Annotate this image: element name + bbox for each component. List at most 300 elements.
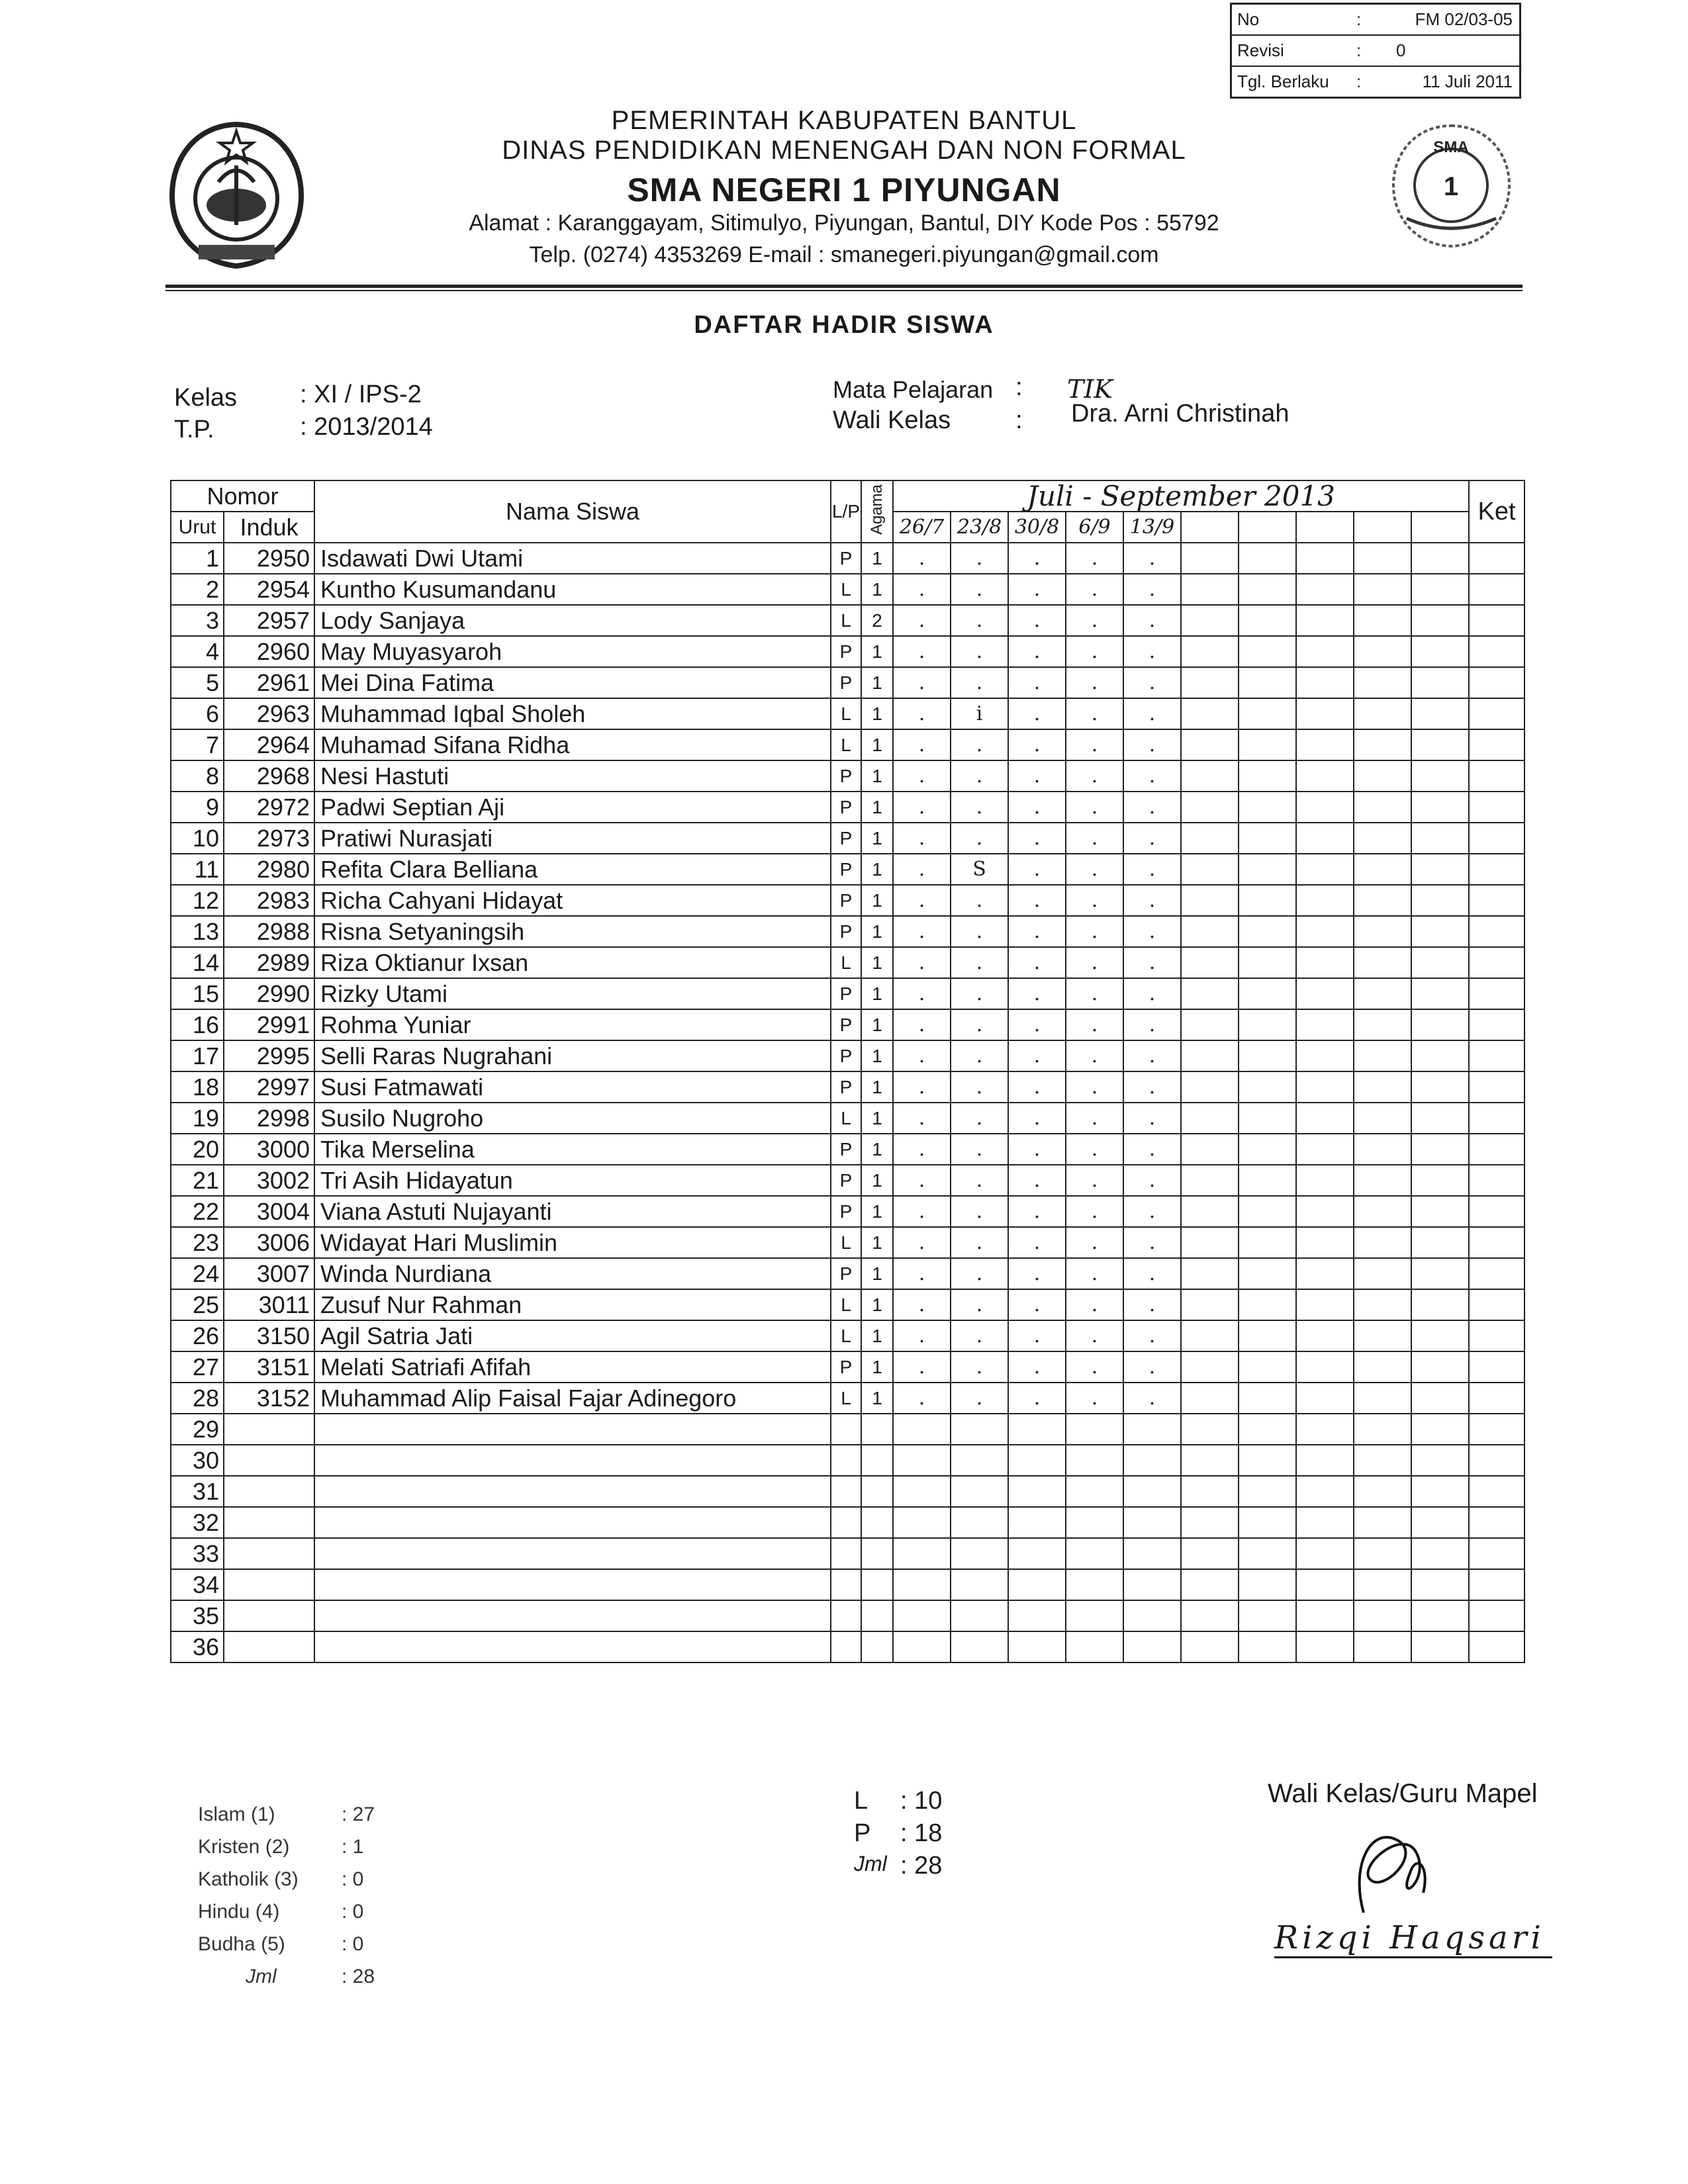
student-induk: 2954 [224, 574, 314, 605]
attendance-cell [1411, 1569, 1469, 1600]
attendance-cell: . [1066, 729, 1123, 760]
attendance-cell [1066, 1445, 1123, 1476]
student-name: Risna Setyaningsih [314, 916, 831, 947]
header-urut: Urut [171, 512, 224, 543]
student-gender [831, 1414, 861, 1445]
remark-cell [1469, 574, 1524, 605]
row-number: 2 [171, 574, 224, 605]
attendance-cell [1354, 1569, 1411, 1600]
remark-cell [1469, 854, 1524, 885]
svg-text:1: 1 [1443, 172, 1459, 201]
student-induk [224, 1600, 314, 1631]
row-number: 5 [171, 667, 224, 698]
religion-label: Hindu (4) [198, 1901, 280, 1923]
attendance-cell: . [1123, 1134, 1181, 1165]
religion-summary-row [198, 1901, 375, 1933]
remark-cell [1469, 1351, 1524, 1383]
student-induk: 2961 [224, 667, 314, 698]
attendance-cell [1296, 1009, 1354, 1040]
attendance-cell: . [1066, 854, 1123, 885]
gender-count: : 28 [900, 1852, 943, 1880]
student-induk: 3152 [224, 1383, 314, 1414]
row-number: 13 [171, 916, 224, 947]
attendance-cell: . [1123, 1196, 1181, 1227]
attendance-cell: . [1066, 1289, 1123, 1320]
attendance-cell [1239, 1134, 1296, 1165]
attendance-cell: . [1123, 1351, 1181, 1383]
attendance-cell [1296, 1538, 1354, 1569]
letterhead-contact: Telp. (0274) 4353269 E-mail : smanegeri.piyungan@gmail.com [529, 242, 1159, 267]
attendance-cell [1296, 1445, 1354, 1476]
student-row [171, 636, 1524, 667]
attendance-cell [1239, 1071, 1296, 1103]
attendance-cell [1239, 1538, 1296, 1569]
attendance-cell [1411, 1258, 1469, 1289]
attendance-cell [1296, 1165, 1354, 1196]
header-date-6 [1181, 512, 1239, 543]
attendance-cell [1181, 1445, 1239, 1476]
student-name [314, 1569, 831, 1600]
student-religion: 1 [861, 1227, 893, 1258]
attendance-cell [1296, 729, 1354, 760]
attendance-cell [893, 1414, 951, 1445]
attendance-cell [1411, 1134, 1469, 1165]
attendance-cell: . [951, 605, 1008, 636]
student-induk: 2989 [224, 947, 314, 978]
attendance-cell [1354, 1476, 1411, 1507]
header-nama: Nama Siswa [314, 480, 831, 543]
religion-summary [198, 1803, 375, 1998]
student-religion [861, 1445, 893, 1476]
attendance-cell: . [1123, 698, 1181, 729]
attendance-cell: . [893, 543, 951, 574]
remark-cell [1469, 1383, 1524, 1414]
gender-summary [854, 1787, 942, 1884]
row-number: 28 [171, 1383, 224, 1414]
row-number: 21 [171, 1165, 224, 1196]
student-name: Rizky Utami [314, 978, 831, 1009]
row-number: 9 [171, 792, 224, 823]
attendance-cell [1296, 1600, 1354, 1631]
tp-value: : 2013/2014 [300, 413, 433, 441]
attendance-cell [1239, 947, 1296, 978]
attendance-cell [1411, 1445, 1469, 1476]
remark-cell [1469, 823, 1524, 854]
attendance-cell: . [893, 947, 951, 978]
attendance-cell [1239, 1320, 1296, 1351]
attendance-cell [1181, 1134, 1239, 1165]
attendance-cell [1239, 1445, 1296, 1476]
attendance-cell [951, 1600, 1008, 1631]
student-name: Melati Satriafi Afifah [314, 1351, 831, 1383]
student-name [314, 1600, 831, 1631]
attendance-cell [951, 1414, 1008, 1445]
attendance-cell: . [951, 1227, 1008, 1258]
student-gender [831, 1600, 861, 1631]
student-row [171, 885, 1524, 916]
attendance-cell [1296, 698, 1354, 729]
attendance-cell: . [1066, 1258, 1123, 1289]
remark-cell [1469, 1600, 1524, 1631]
attendance-cell: . [893, 1383, 951, 1414]
attendance-cell: . [951, 947, 1008, 978]
student-gender [831, 1631, 861, 1662]
row-number: 14 [171, 947, 224, 978]
attendance-cell [1411, 854, 1469, 885]
student-gender: L [831, 605, 861, 636]
attendance-cell [1181, 854, 1239, 885]
attendance-cell [1181, 667, 1239, 698]
student-name: Rohma Yuniar [314, 1009, 831, 1040]
remark-cell [1469, 1320, 1524, 1351]
attendance-cell: . [1008, 1289, 1066, 1320]
attendance-cell [1181, 1476, 1239, 1507]
student-row [171, 916, 1524, 947]
student-induk [224, 1414, 314, 1445]
student-gender: P [831, 760, 861, 792]
attendance-cell [1123, 1414, 1181, 1445]
attendance-cell [1239, 916, 1296, 947]
gender-summary-row [854, 1852, 942, 1884]
attendance-cell [1296, 667, 1354, 698]
mapel-label: Mata Pelajaran [833, 376, 994, 403]
student-name: Viana Astuti Nujayanti [314, 1196, 831, 1227]
remark-cell [1469, 1569, 1524, 1600]
attendance-cell: . [1066, 823, 1123, 854]
religion-summary-row [198, 1836, 375, 1868]
attendance-cell [1354, 823, 1411, 854]
attendance-cell [1066, 1600, 1123, 1631]
remark-cell [1469, 605, 1524, 636]
religion-summary-row [198, 1868, 375, 1901]
attendance-cell [1123, 1631, 1181, 1662]
attendance-cell: . [951, 823, 1008, 854]
attendance-cell [1411, 1476, 1469, 1507]
svg-text:SMA: SMA [1433, 138, 1469, 156]
attendance-cell [1181, 1009, 1239, 1040]
attendance-cell [1296, 1040, 1354, 1071]
attendance-cell: . [893, 1258, 951, 1289]
row-number: 19 [171, 1103, 224, 1134]
attendance-cell: . [951, 1009, 1008, 1040]
student-religion: 1 [861, 636, 893, 667]
student-religion: 1 [861, 1040, 893, 1071]
attendance-cell: . [1066, 1196, 1123, 1227]
student-induk: 2991 [224, 1009, 314, 1040]
student-religion: 1 [861, 978, 893, 1009]
student-induk: 2990 [224, 978, 314, 1009]
student-religion: 1 [861, 1289, 893, 1320]
attendance-cell: . [1066, 605, 1123, 636]
student-gender: L [831, 698, 861, 729]
student-row [171, 1383, 1524, 1414]
student-row [171, 1103, 1524, 1134]
attendance-cell [1239, 574, 1296, 605]
attendance-cell [1181, 1320, 1239, 1351]
student-induk: 3011 [224, 1289, 314, 1320]
student-induk: 3007 [224, 1258, 314, 1289]
remark-cell [1469, 1009, 1524, 1040]
attendance-cell [1411, 947, 1469, 978]
student-religion: 1 [861, 854, 893, 885]
student-induk: 3151 [224, 1351, 314, 1383]
attendance-cell [1296, 1414, 1354, 1445]
attendance-cell: . [1008, 1134, 1066, 1165]
remark-cell [1469, 978, 1524, 1009]
attendance-cell: . [1008, 1009, 1066, 1040]
student-induk: 3006 [224, 1227, 314, 1258]
student-induk: 3002 [224, 1165, 314, 1196]
attendance-cell: . [1066, 574, 1123, 605]
attendance-cell [893, 1476, 951, 1507]
attendance-cell: . [1123, 1165, 1181, 1196]
attendance-cell [1354, 1538, 1411, 1569]
attendance-cell: . [1008, 1351, 1066, 1383]
attendance-cell [1354, 1414, 1411, 1445]
row-number: 24 [171, 1258, 224, 1289]
student-row [171, 605, 1524, 636]
attendance-table [170, 480, 1525, 1663]
row-number: 1 [171, 543, 224, 574]
wali-colon: : [1015, 406, 1023, 434]
student-name: Riza Oktianur Ixsan [314, 947, 831, 978]
student-row [171, 854, 1524, 885]
attendance-cell: . [1066, 1103, 1123, 1134]
attendance-cell: . [1008, 1258, 1066, 1289]
attendance-cell [893, 1445, 951, 1476]
attendance-cell: . [893, 978, 951, 1009]
attendance-cell: . [1008, 792, 1066, 823]
attendance-cell: . [893, 605, 951, 636]
attendance-cell: S [951, 854, 1008, 885]
student-gender: L [831, 1103, 861, 1134]
attendance-cell [1411, 1414, 1469, 1445]
attendance-cell [893, 1631, 951, 1662]
attendance-cell [1354, 978, 1411, 1009]
student-name: Kuntho Kusumandanu [314, 574, 831, 605]
attendance-cell: . [1123, 1383, 1181, 1414]
student-induk: 2950 [224, 543, 314, 574]
attendance-cell [951, 1569, 1008, 1600]
student-name: Agil Satria Jati [314, 1320, 831, 1351]
attendance-cell [1066, 1507, 1123, 1538]
attendance-cell [1411, 760, 1469, 792]
student-induk [224, 1476, 314, 1507]
header-date-5: 13/9 [1123, 512, 1181, 543]
attendance-cell [1239, 1227, 1296, 1258]
attendance-cell [1354, 1600, 1411, 1631]
mapel-colon: : [1015, 373, 1023, 401]
attendance-cell [1181, 1383, 1239, 1414]
row-number: 7 [171, 729, 224, 760]
kelas-value: : XI / IPS-2 [300, 381, 422, 408]
attendance-cell: . [893, 636, 951, 667]
gender-label: L [854, 1787, 868, 1815]
religion-summary-row [198, 1933, 375, 1966]
attendance-cell: i [951, 698, 1008, 729]
form-row-revisi: Revisi : 0 [1232, 36, 1519, 67]
student-name: Mei Dina Fatima [314, 667, 831, 698]
attendance-cell [1296, 1227, 1354, 1258]
remark-cell [1469, 1040, 1524, 1071]
attendance-cell: . [951, 1383, 1008, 1414]
gender-label: P [854, 1819, 871, 1847]
student-name: Isdawati Dwi Utami [314, 543, 831, 574]
attendance-cell: . [951, 1040, 1008, 1071]
student-gender: L [831, 729, 861, 760]
attendance-cell [1411, 1071, 1469, 1103]
student-religion: 1 [861, 1134, 893, 1165]
wali-value: Dra. Arni Christinah [1071, 400, 1289, 428]
letterhead-department: DINAS PENDIDIKAN MENENGAH DAN NON FORMAL [502, 136, 1186, 165]
row-number: 27 [171, 1351, 224, 1383]
attendance-cell: . [1008, 854, 1066, 885]
remark-cell [1469, 885, 1524, 916]
student-row [171, 1196, 1524, 1227]
remark-cell [1469, 729, 1524, 760]
attendance-cell [1239, 792, 1296, 823]
attendance-cell: . [1123, 1009, 1181, 1040]
attendance-cell [1354, 1227, 1411, 1258]
student-religion: 2 [861, 605, 893, 636]
attendance-cell [1296, 1134, 1354, 1165]
student-induk: 3000 [224, 1134, 314, 1165]
student-gender: P [831, 667, 861, 698]
attendance-cell: . [893, 792, 951, 823]
header-date-3: 30/8 [1008, 512, 1066, 543]
attendance-cell: . [951, 978, 1008, 1009]
attendance-cell [1354, 729, 1411, 760]
student-religion [861, 1600, 893, 1631]
attendance-cell [1354, 760, 1411, 792]
attendance-cell [1181, 1631, 1239, 1662]
student-gender [831, 1569, 861, 1600]
attendance-cell: . [1066, 1165, 1123, 1196]
empty-row [171, 1600, 1524, 1631]
student-gender: P [831, 885, 861, 916]
student-induk: 2997 [224, 1071, 314, 1103]
attendance-cell [1411, 885, 1469, 916]
header-induk: Induk [224, 512, 314, 543]
student-gender: P [831, 916, 861, 947]
attendance-cell: . [893, 1196, 951, 1227]
attendance-cell [1181, 1289, 1239, 1320]
attendance-cell: . [1123, 1227, 1181, 1258]
attendance-cell [1181, 792, 1239, 823]
student-name: Winda Nurdiana [314, 1258, 831, 1289]
attendance-cell: . [951, 667, 1008, 698]
student-induk: 3150 [224, 1320, 314, 1351]
attendance-cell [1181, 1227, 1239, 1258]
attendance-cell: . [1123, 823, 1181, 854]
attendance-cell [1296, 1476, 1354, 1507]
student-row [171, 1258, 1524, 1289]
attendance-cell: . [1066, 792, 1123, 823]
attendance-cell: . [1066, 760, 1123, 792]
row-number: 17 [171, 1040, 224, 1071]
attendance-cell [1296, 574, 1354, 605]
attendance-cell [951, 1631, 1008, 1662]
attendance-cell [1411, 543, 1469, 574]
student-gender: L [831, 1383, 861, 1414]
attendance-cell: . [951, 916, 1008, 947]
attendance-cell: . [1066, 885, 1123, 916]
attendance-cell [1239, 543, 1296, 574]
student-gender: P [831, 543, 861, 574]
attendance-cell: . [893, 1009, 951, 1040]
remark-cell [1469, 947, 1524, 978]
student-name [314, 1445, 831, 1476]
student-religion: 1 [861, 1103, 893, 1134]
header-lp: L/P [831, 480, 861, 543]
gender-label: Jml [854, 1852, 887, 1876]
attendance-cell [1296, 636, 1354, 667]
row-number: 3 [171, 605, 224, 636]
attendance-cell [1239, 1351, 1296, 1383]
attendance-cell [1239, 885, 1296, 916]
student-religion: 1 [861, 667, 893, 698]
attendance-cell [1411, 1103, 1469, 1134]
row-number: 18 [171, 1071, 224, 1103]
row-number: 33 [171, 1538, 224, 1569]
student-row [171, 574, 1524, 605]
attendance-cell [1181, 729, 1239, 760]
student-name: Refita Clara Belliana [314, 854, 831, 885]
attendance-cell [1296, 823, 1354, 854]
attendance-cell: . [1008, 885, 1066, 916]
attendance-cell [1239, 1414, 1296, 1445]
attendance-cell [1296, 1383, 1354, 1414]
remark-cell [1469, 1414, 1524, 1445]
attendance-cell [1354, 1351, 1411, 1383]
attendance-cell: . [951, 1134, 1008, 1165]
student-row [171, 947, 1524, 978]
attendance-cell [1296, 760, 1354, 792]
attendance-cell [893, 1507, 951, 1538]
student-induk: 3004 [224, 1196, 314, 1227]
attendance-cell: . [951, 636, 1008, 667]
attendance-cell: . [1123, 605, 1181, 636]
religion-label: Budha (5) [198, 1933, 285, 1955]
attendance-cell: . [1123, 574, 1181, 605]
attendance-cell [1239, 667, 1296, 698]
student-religion: 1 [861, 1383, 893, 1414]
row-number: 15 [171, 978, 224, 1009]
religion-count: : 27 [342, 1803, 375, 1825]
student-gender: P [831, 1009, 861, 1040]
attendance-cell [1123, 1569, 1181, 1600]
student-name: Muhammad Iqbal Sholeh [314, 698, 831, 729]
attendance-cell [1411, 916, 1469, 947]
letterhead-divider-thin [165, 290, 1523, 291]
attendance-cell [1354, 667, 1411, 698]
student-religion [861, 1476, 893, 1507]
attendance-cell: . [951, 1071, 1008, 1103]
student-row [171, 1289, 1524, 1320]
student-row [171, 667, 1524, 698]
attendance-cell: . [893, 760, 951, 792]
attendance-cell [1411, 1196, 1469, 1227]
row-number: 29 [171, 1414, 224, 1445]
student-religion [861, 1569, 893, 1600]
attendance-cell [1354, 1009, 1411, 1040]
attendance-cell [1296, 916, 1354, 947]
attendance-cell [1239, 698, 1296, 729]
attendance-cell [1181, 543, 1239, 574]
attendance-cell [1411, 792, 1469, 823]
attendance-cell: . [1008, 636, 1066, 667]
attendance-cell: . [951, 574, 1008, 605]
